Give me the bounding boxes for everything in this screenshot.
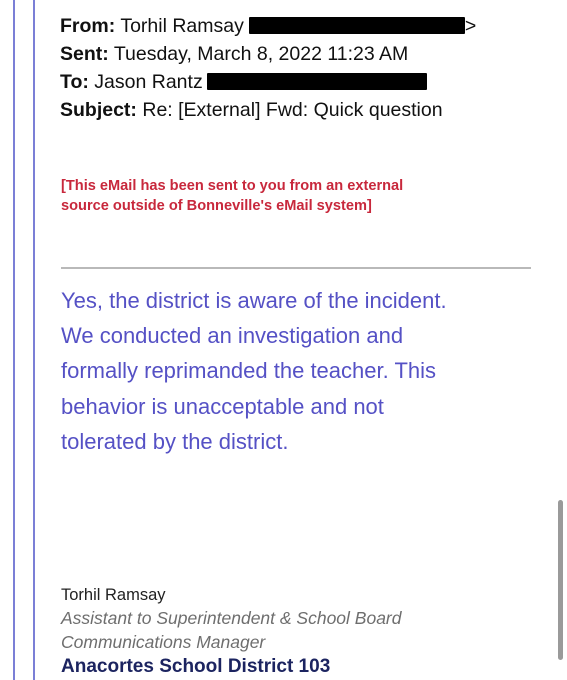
external-email-warning bbox=[61, 176, 403, 216]
to-label: To: bbox=[60, 71, 89, 93]
message-body bbox=[61, 283, 531, 459]
signature-title: Communications Manager bbox=[61, 632, 266, 652]
from-value: Torhil Ramsay bbox=[120, 15, 244, 37]
signature-name: Torhil Ramsay bbox=[61, 586, 166, 604]
to-value: Jason Rantz bbox=[94, 71, 203, 93]
quote-bar-inner bbox=[33, 0, 35, 680]
warning-line: source outside of Bonneville's eMail system] bbox=[61, 198, 372, 214]
subject-row bbox=[60, 96, 476, 124]
body-line: formally reprimanded the teacher. This bbox=[61, 358, 436, 384]
from-label: From: bbox=[60, 15, 116, 37]
body-line: We conducted an investigation and bbox=[61, 323, 404, 349]
body-line: behavior is unacceptable and not bbox=[61, 393, 384, 419]
redaction-bar bbox=[207, 73, 427, 90]
email-signature bbox=[61, 584, 402, 680]
from-row bbox=[60, 12, 476, 40]
divider bbox=[61, 267, 531, 269]
from-suffix: > bbox=[464, 15, 477, 37]
body-line: Yes, the district is aware of the incident. bbox=[61, 288, 447, 313]
sent-row bbox=[60, 40, 476, 68]
sent-value: Tuesday, March 8, 2022 11:23 AM bbox=[113, 43, 409, 65]
sent-label: Sent: bbox=[60, 43, 109, 65]
subject-value: Re: [External] Fwd: Quick question bbox=[142, 99, 443, 121]
signature-organization: Anacortes School District 103 bbox=[61, 656, 331, 677]
body-line: tolerated by the district. bbox=[61, 428, 289, 454]
to-row bbox=[60, 68, 476, 96]
warning-line: [This eMail has been sent to you from an external bbox=[61, 178, 404, 194]
subject-label: Subject: bbox=[60, 99, 137, 121]
scrollbar-thumb[interactable] bbox=[558, 500, 563, 660]
redaction-bar bbox=[249, 17, 465, 34]
quote-bar-outer bbox=[13, 0, 15, 680]
email-header bbox=[60, 12, 476, 124]
signature-title: Assistant to Superintendent & School Board bbox=[61, 608, 402, 628]
